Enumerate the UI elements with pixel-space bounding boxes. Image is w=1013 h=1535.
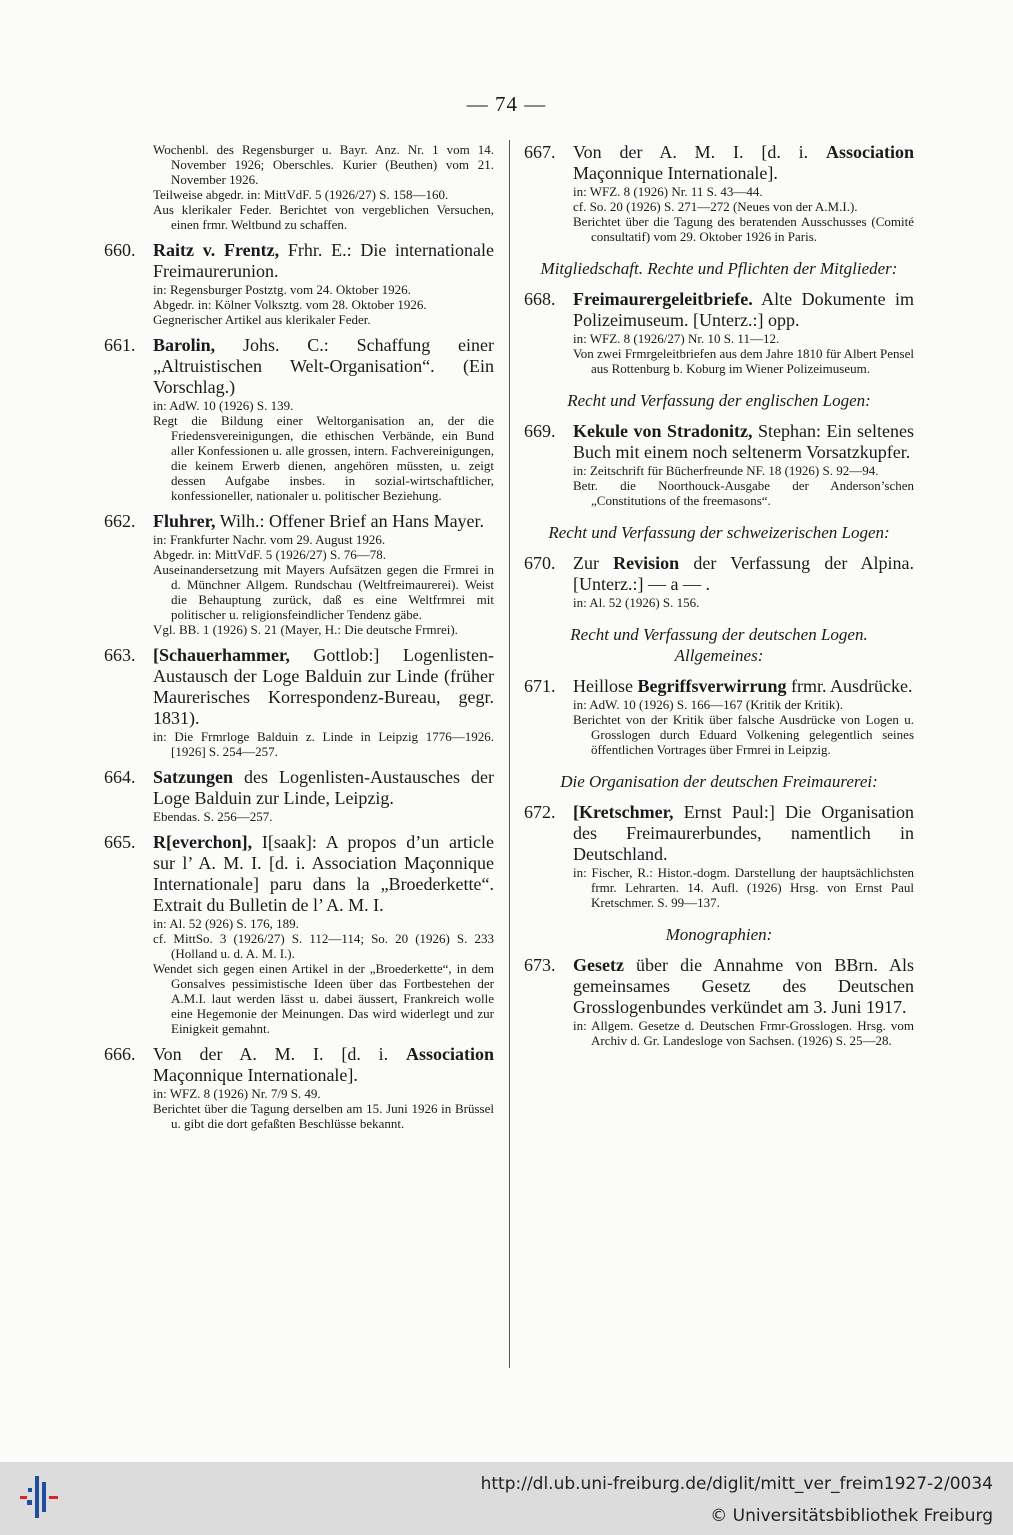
entry-author: Association	[825, 142, 914, 162]
note: in: WFZ. 8 (1926) Nr. 7/9 S. 49.	[153, 1086, 321, 1101]
note: cf. MittSo. 3 (1926/27) S. 112—114; So. 20 (1926) S. 233 (Holland u. d. A. M. I.).	[153, 931, 494, 961]
note: Berichtet über die Tagung derselben am 15. Juni 1926 in Brüssel u. gibt die dort gefaßten Beschlüsse bekannt.	[153, 1101, 494, 1131]
entry-author: Freimaurergeleitbriefe.	[573, 289, 753, 309]
permalink-url[interactable]: http://dl.ub.uni-freiburg.de/diglit/mitt_ver_freim1927-2/0034	[480, 1474, 993, 1494]
entry-author: R[everchon],	[153, 832, 253, 852]
entry-665	[104, 832, 494, 1036]
page-number: — 74 —	[466, 92, 547, 116]
entry-660	[104, 240, 494, 327]
entry-671	[524, 676, 914, 757]
entry-author: [Kretschmer,	[573, 802, 674, 822]
library-logo-icon	[18, 1474, 64, 1520]
note: in: Al. 52 (926) S. 176, 189.	[153, 916, 299, 931]
copyright-text: © Universitätsbibliothek Freiburg	[710, 1506, 993, 1526]
note: Regt die Bildung einer Weltorganisation an, der die Friedensvereinigungen, die ethischen Verbände, ein Bund aller Konfessionen u. alle grossen, intern. Fachvereinigungen, die keinem Erwerb dienen, angehören müssten, u. zeigt dessen Aufgabe insbes. in sozial-wirtschaftlicher, konfessioneller, nationaler u. politischer Beziehung.	[153, 413, 494, 503]
entry-number: 667.	[524, 142, 556, 162]
entry-672	[524, 802, 914, 910]
note: in: Frankfurter Nachr. vom 29. August 1926.	[153, 532, 386, 547]
entry-661	[104, 335, 494, 503]
entry-author: [Schauerhammer,	[153, 645, 290, 665]
note: in: Zeitschrift für Bücherfreunde NF. 18 (1926) S. 92—94.	[573, 463, 879, 478]
entry-author: Raitz v. Frentz,	[153, 240, 280, 260]
section-heading: Mitgliedschaft. Rechte und Pflichten der Mitglieder:	[540, 259, 898, 278]
entry-author: Barolin,	[153, 335, 216, 355]
note: Ebendas. S. 256—257.	[153, 809, 273, 824]
section-heading: Die Organisation der deutschen Freimaurerei:	[560, 772, 878, 791]
note: Wendet sich gegen einen Artikel in der „Broederkette“, in dem Gonsalves pessimistische Ideen über das Fortbestehen der A.M.I. laut werden lässt u. dabei äussert, Frankreich wolle eine Hegemonie der Meinungen. Das wird widerlegt und zur Einigkeit gemahnt.	[153, 961, 494, 1036]
note: in: Allgem. Gesetze d. Deutschen Frmr-Grosslogen. Hrsg. vom Archiv d. Gr. Landesloge von Sachsen. (1926) S. 25—28.	[573, 1018, 914, 1048]
entry-664	[104, 767, 494, 824]
note: in: WFZ. 8 (1926) Nr. 11 S. 43—44.	[573, 184, 763, 199]
note: Abgedr. in: Kölner Volksztg. vom 28. Oktober 1926.	[153, 297, 427, 312]
note: Teilweise abgedr. in: MittVdF. 5 (1926/27) S. 158—160.	[153, 187, 449, 202]
note: Berichtet von der Kritik über falsche Ausdrücke von Logen u. Grosslogen durch Eduard Volkening gelegentlich seines öffentlichen Vortrages über Frmrei in Leipzig.	[573, 712, 914, 757]
entry-author: Satzungen	[153, 767, 234, 787]
entry-title: [Kretschmer, Ernst Paul:] Die Organisation des Freimaurerbundes, namentlich in Deutschland.	[573, 802, 914, 864]
entry-author: Kekule von Stradonitz,	[573, 421, 753, 441]
entry-author: Begriffsverwirrung	[637, 676, 787, 696]
entry-number: 665.	[104, 832, 136, 852]
entry-number: 672.	[524, 802, 556, 822]
note: Gegnerischer Artikel aus klerikaler Feder.	[153, 312, 371, 327]
note: cf. So. 20 (1926) S. 271—272 (Neues von der A.M.I.).	[573, 199, 858, 214]
entry-670	[524, 553, 914, 610]
entry-number: 668.	[524, 289, 556, 309]
entry-number: 663.	[104, 645, 136, 665]
note: in: Al. 52 (1926) S. 156.	[573, 595, 700, 610]
entry-title: Von der A. M. I. [d. i. Association Maçonnique Internationale].	[153, 1044, 494, 1085]
entry-number: 670.	[524, 553, 556, 573]
section-heading: Recht und Verfassung der schweizerischen Logen:	[548, 523, 890, 542]
entry-673	[524, 955, 914, 1048]
entry-663	[104, 645, 494, 759]
entry-title: Fluhrer, Wilh.: Offener Brief an Hans Mayer.	[153, 511, 485, 531]
entry-number: 671.	[524, 676, 556, 696]
entry-author: Association	[405, 1044, 494, 1064]
entry-number: 662.	[104, 511, 136, 531]
entry-669	[524, 421, 914, 508]
entry-662	[104, 511, 494, 637]
note: Vgl. BB. 1 (1926) S. 21 (Mayer, H.: Die deutsche Frmrei).	[153, 622, 458, 637]
entry-number: 664.	[104, 767, 136, 787]
entry-number: 673.	[524, 955, 556, 975]
note: Abgedr. in: MittVdF. 5 (1926/27) S. 76—78.	[153, 547, 386, 562]
note: in: AdW. 10 (1926) S. 166—167 (Kritik der Kritik).	[573, 697, 843, 712]
entry-title: Barolin, Johs. C.: Schaffung einer „Altruistischen Welt-Organisation“. (Ein Vorschlag.)	[153, 335, 494, 397]
note: Wochenbl. des Regensburger u. Bayr. Anz. Nr. 1 vom 14. November 1926; Oberschles. Kurier (Beuthen) vom 21. November 1926.	[153, 142, 494, 187]
entry-title: Gesetz über die Annahme von BBrn. Als gemeinsames Gesetz des Deutschen Grosslogenbundes verkündet am 3. Juni 1917.	[573, 955, 914, 1017]
entry-number: 669.	[524, 421, 556, 441]
note: in: WFZ. 8 (1926/27) Nr. 10 S. 11—12.	[573, 331, 780, 346]
entry-title: Kekule von Stradonitz, Stephan: Ein seltenes Buch mit einem noch seltenerm Vorsatzkupfer.	[573, 421, 915, 462]
column-divider	[509, 140, 510, 1368]
entry-title: Freimaurergeleitbriefe. Alte Dokumente im Polizeimuseum. [Unterz.:] opp.	[573, 289, 914, 330]
entry-continuation	[104, 142, 494, 232]
note: in: Regensburger Postztg. vom 24. Oktober 1926.	[153, 282, 411, 297]
entry-666	[104, 1044, 494, 1131]
left-column	[104, 142, 494, 1139]
entry-number: 666.	[104, 1044, 136, 1064]
entry-668	[524, 289, 914, 376]
note: Von zwei Frmrgeleitbriefen aus dem Jahre 1810 für Albert Pensel aus Rottenburg b. Koburg im Wiener Polizeimuseum.	[573, 346, 914, 376]
note: Aus klerikaler Feder. Berichtet von vergeblichen Versuchen, einen frmr. Weltbund zu schaffen.	[153, 202, 494, 232]
entry-author: Gesetz	[573, 955, 624, 975]
note: in: Fischer, R.: Histor.-dogm. Darstellung der hauptsächlichsten frmr. Lehrarten. 14. Aufl. (1926) Hrsg. von Ernst Paul Kretschmer. S. 99—137.	[573, 865, 914, 910]
entry-title: R[everchon], I[saak]: A propos d’un article sur l’ A. M. I. [d. i. Association Maçonnique Internationale] paru dans la „Broederkette“. Extrait du Bulletin de l’ A. M. I.	[153, 832, 494, 915]
entry-number: 660.	[104, 240, 136, 260]
entry-title: Satzungen des Logenlisten-Austausches der Loge Balduin zur Linde, Leipzig.	[153, 767, 494, 808]
entry-667	[524, 142, 914, 244]
right-column	[524, 142, 914, 1056]
note: in: Die Frmrloge Balduin z. Linde in Leipzig 1776—1926. [1926] S. 254—257.	[153, 729, 494, 759]
section-heading: Recht und Verfassung der englischen Logen:	[567, 391, 871, 410]
note: Auseinandersetzung mit Mayers Aufsätzen gegen die Frmrei in d. Münchner Allgem. Rundschau (Weltfreimaurerei). Weist die Behauptung zurück, daß es eine Weltfrmrei mit politischer u. religionsfeindlicher Tendenz gäbe.	[153, 562, 494, 622]
entry-title: Zur Revision der Verfassung der Alpina. [Unterz.:] — a — .	[573, 553, 914, 594]
entry-author: Revision	[613, 553, 680, 573]
section-heading: Recht und Verfassung der deutschen Logen. Allgemeines:	[570, 625, 868, 665]
section-heading: Monographien:	[665, 925, 773, 944]
note: Berichtet über die Tagung des beratenden Ausschusses (Comité consultatif) vom 29. Oktober 1926 in Paris.	[573, 214, 914, 244]
entry-number: 661.	[104, 335, 136, 355]
entry-title: Heillose Begriffsverwirrung frmr. Ausdrücke.	[573, 676, 913, 696]
note: Betr. die Noorthouck-Ausgabe der Anderson’schen „Constitutions of the freemasons“.	[573, 478, 914, 508]
entry-title: Von der A. M. I. [d. i. Association Maçonnique Internationale].	[573, 142, 914, 183]
note: in: AdW. 10 (1926) S. 139.	[153, 398, 294, 413]
entry-author: Fluhrer,	[153, 511, 216, 531]
entry-title: Raitz v. Frentz, Frhr. E.: Die internationale Freimaurerunion.	[153, 240, 494, 281]
entry-title: [Schauerhammer, Gottlob:] Logenlisten-Austausch der Loge Balduin zur Linde (früher Maurerisches Korrespondenz-Bureau, gegr. 1831).	[153, 645, 494, 728]
